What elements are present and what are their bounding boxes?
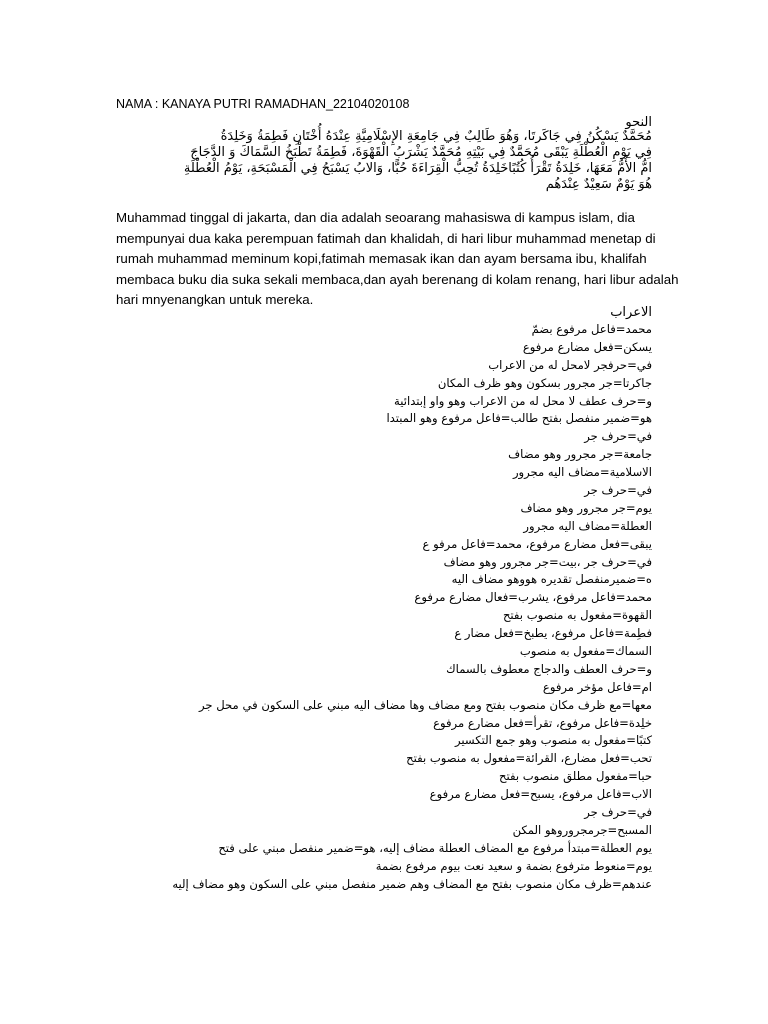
irab-item: القهوة=مفعول به منصوب بفتح — [502, 608, 652, 623]
irab-item: عندهم=ظرف مكان منصوب بفتح مع المضاف وهم ضمير منفصل مبني على السكون وهو مضاف إليه — [172, 876, 652, 891]
indonesian-translation — [116, 208, 679, 311]
irab-item: ه=ضميرمنفصل تقديره هووهو مضاف اليه — [451, 572, 652, 587]
translation-line: hari mnyenangkan untuk mereka. — [116, 292, 314, 307]
arabic-passage-line: هُوَ يَوْمٌ سَعِيْدٌ عِنْدَهُم — [545, 177, 652, 192]
irab-item: فطِمة=فاعل مرفوع، يطبخ=فعل مضار ع — [454, 626, 652, 641]
irab-item: يسكن=فعل مضارع مرفوع — [522, 339, 652, 354]
irab-item: محمد=فاعل مرفوع بضمّ — [531, 322, 652, 336]
translation-line: rumah muhammad meminum kopi,fatimah memasak ikan dan ayam bersama ibu, khalifah — [116, 251, 647, 266]
irab-item: في=حرف جر — [584, 483, 652, 498]
irab-item: الاسلامية=مضاف اليه مجرور — [512, 465, 652, 480]
irab-item: الاب=فاعل مرفوع، يسبح=فعل مضارع مرفوع — [429, 787, 652, 802]
irab-item: السماك=مفعول به منصوب — [519, 644, 652, 659]
translation-line: Muhammad tinggal di jakarta, dan dia adalah seoarang mahasiswa di kampus islam, dia — [116, 210, 635, 225]
irab-analysis-list — [92, 321, 652, 894]
irab-item: حبا=مفعول مطلق منصوب بفتح — [498, 769, 652, 784]
irab-item: محمد=فاعل مرفوع، يشرب=فعال مضارع مرفوع — [414, 590, 652, 605]
arabic-passage — [116, 129, 652, 193]
arabic-passage-line: امُّ الأُمُّ مَعَهَا، خَلِدَةُ تَقْرَأُ كُتُبًاخَلِدَةُ تُحِبُّ الْقِرَاءَةَ حُبًّا، وَالابُ يَسْبَحُ فِي الْمَسْبَحَةِ، يَوْمُ الْعُطْلَةِ — [183, 161, 652, 176]
irab-item: معها=مع ظرف مكان منصوب بفتح ومع مضاف وها مضاف اليه مبني على السكون في محل جر — [199, 697, 652, 712]
irab-item: خلِدة=فاعل مرفوع، تقرأ=فعل مضارع مرفوع — [433, 715, 652, 730]
irab-item: كتبًا=مفعول به منصوب وهو جمع التكسير — [454, 733, 652, 748]
irab-item: يوم=جر مجرور وهو مضاف — [520, 500, 652, 515]
irab-item: ام=فاعل مؤخر مرفوع — [542, 679, 652, 694]
irab-item: جامعة=جر مجرور وهو مضاف — [508, 447, 652, 462]
translation-line: membaca buku dia suka sekali membaca,dan ayah berenang di kolam renang, hari libur adalah — [116, 271, 679, 287]
translation-line: mempunyai dua kaka perempuan fatimah dan khalidah, di hari libur muhammad menetap di — [116, 230, 656, 246]
irab-item: في=حرف جر ،بيت=جر مجرور وهو مضاف — [443, 554, 652, 569]
irab-item: المسبح=جرمجروروهو المكن — [512, 822, 652, 837]
irab-item: في=حرف جر — [584, 805, 652, 820]
irab-heading: الاعراب — [610, 304, 652, 319]
irab-item: يبقى=فعل مضارع مرفوع، محمد=فاعل مرفو ع — [422, 536, 652, 551]
arabic-passage-line: مُحَمَّدٌ يَسْكُنُ فِي جَاكَرتَا، وَهُوَ طَالِبٌ فِي جَامِعَةِ الإِسْلَامِيَّةِ عِنْدَهُ أُخْتَانِ فَطِمَةُ وَخَلِدَةُ — [220, 129, 652, 144]
irab-item: في=حرف جر — [584, 429, 652, 444]
irab-item: جاكرتا=جر مجرور بسكون وهو ظرف المكان — [437, 375, 652, 390]
irab-item: هو=ضمير منفصل بفتح طالب=فاعل مرفوع وهو المبتدا — [386, 411, 652, 426]
irab-item: و=حرف العطف والدجاج معطوف بالسماك — [446, 661, 652, 676]
irab-item: تحب=فعل مضارع، القرائة=مفعول به منصوب بفتح — [406, 751, 652, 766]
irab-item: و=حرف عطف لا محل له من الاعراب وهو واو إبتدائية — [394, 393, 652, 408]
irab-item: يوم العطلة=مبتدأ مرفوع مع المضاف العطلة مضاف إليه، هو=ضمير منفصل مبني على فتح — [218, 840, 652, 855]
irab-item: في=حرفجر لامحل له من الاعراب — [488, 357, 652, 372]
student-name-line: NAMA : KANAYA PUTRI RAMADHAN_22104020108 — [116, 97, 410, 111]
irab-item: العطلة=مضاف اليه مجرور — [523, 518, 652, 533]
arabic-passage-line: فِي يَوْمِ الْعُطْلَةِ يَبْقَى مُحَمَّدٌ فِي بَيْتِهِ مُحَمَّدٌ يَشْرَبُ الْقَهْوَةَ، فَطِمَةُ تَطْبَخُ السَّمَاكَ وَ الدَّجَاجَ — [190, 145, 652, 160]
irab-item: يوم=منعوط مترفوع بضمة و سعيد نعت بيوم مرفوع بضمة — [375, 858, 652, 873]
nahwu-heading: النحو — [625, 114, 652, 129]
